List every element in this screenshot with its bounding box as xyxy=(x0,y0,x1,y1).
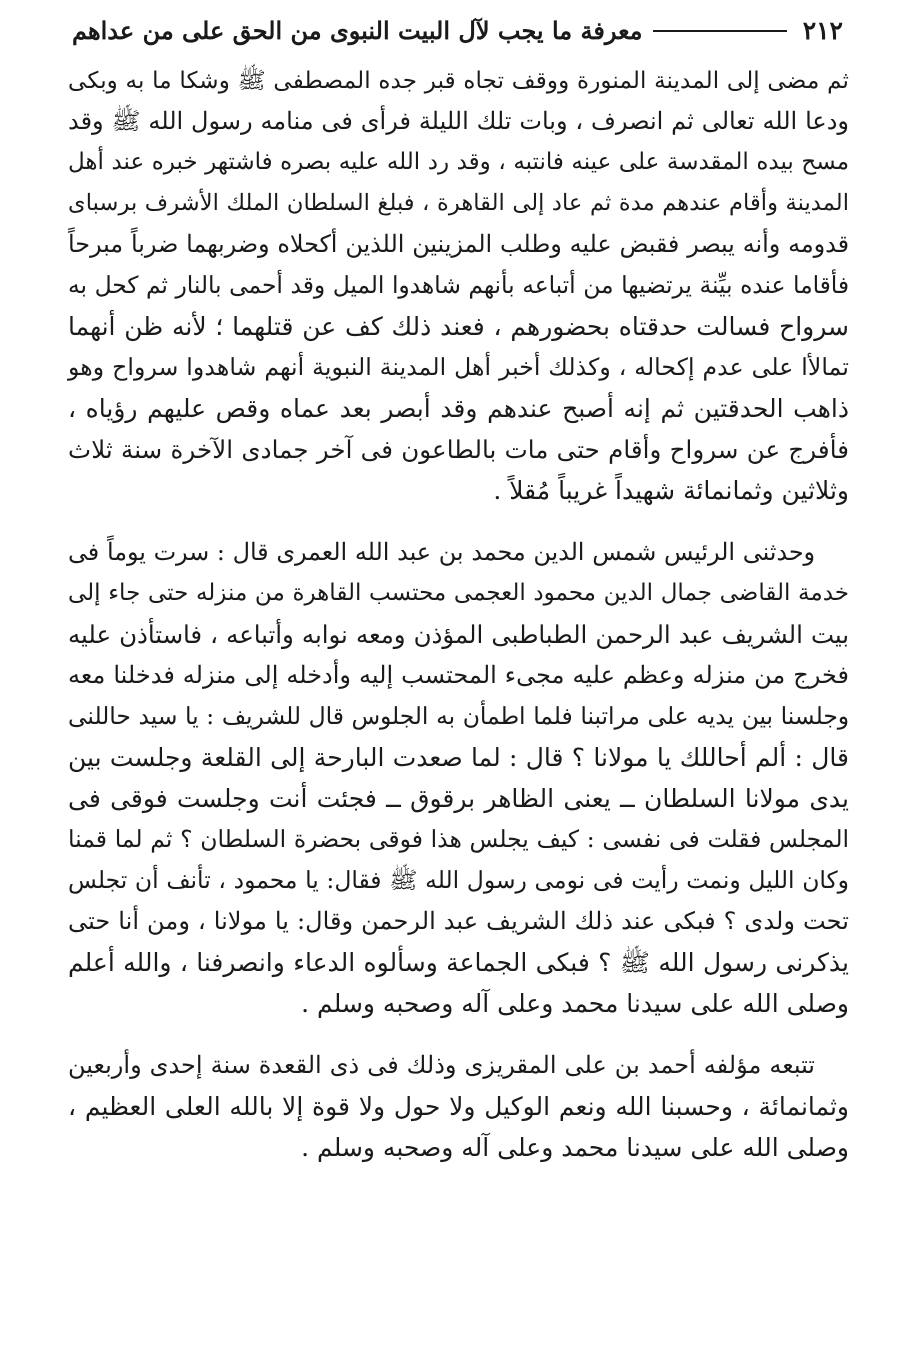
text-line: وثمانمائة ، وحسبنا الله ونعم الوكيل ولا حول ولا قوة إلا بالله العلى العظيم ، xyxy=(68,1092,849,1121)
text-line: وصلى الله على سيدنا محمد وعلى آله وصحبه وسلم . xyxy=(301,1133,849,1162)
text-line: ذاهب الحدقتين ثم إنه أصبح عندهم وقد أبصر بعد عماه وقص عليهم رؤياه ، xyxy=(68,394,849,423)
text-line: ثم مضى إلى المدينة المنورة ووقف تجاه قبر جده المصطفى ﷺ وشكا ما به وبكى xyxy=(68,67,849,94)
page-header xyxy=(72,10,843,52)
header-rule xyxy=(653,30,787,32)
text-line: يذكرنى رسول الله ﷺ ؟ فبكى الجماعة وسألوه الدعاء وانصرفنا ، والله أعلم xyxy=(68,948,849,977)
text-line: سرواح فسالت حدقتاه بحضورهم ، فعند ذلك كف عن قتلهما ؛ لأنه ظن أنهما xyxy=(68,312,849,341)
text-line: تحت ولدى ؟ فبكى عند ذلك الشريف عبد الرحمن وقال: يا مولانا ، ومن أنا حتى xyxy=(68,907,849,935)
text-line: المجلس فقلت فى نفسى : كيف يجلس هذا فوقى بحضرة السلطان ؟ ثم لما قمنا xyxy=(68,825,849,853)
paragraph-2 xyxy=(68,532,849,1024)
text-line: قدومه وأنه يبصر فقبض عليه وطلب المزينين اللذين أكحلاه وضربهما ضرباً مبرحاً xyxy=(68,230,849,258)
text-line: يدى مولانا السلطان ــ يعنى الظاهر برقوق ــ فجئت أنت وجلست فوقى فى xyxy=(68,784,849,813)
text-line: فأقاما عنده بيِّنة يرتضيها من أتباعه بأنهم شاهدوا الميل وقد أحمى بالنار ثم كحل به xyxy=(68,272,849,299)
paragraph-gap xyxy=(68,511,849,532)
text-line: وصلى الله على سيدنا محمد وعلى آله وصحبه وسلم . xyxy=(301,989,849,1018)
text-line: بيت الشريف عبد الرحمن الطباطبى المؤذن ومعه نوابه وأتباعه ، فاستأذن عليه xyxy=(68,620,849,649)
text-line: وكان الليل ونمت رأيت فى نومى رسول الله ﷺ فقال: يا محمود ، تأنف أن تجلس xyxy=(68,866,849,894)
text-line: وجلسنا بين يديه على مراتبنا فلما اطمأن به الجلوس قال للشريف : يا سيد حاللنى xyxy=(68,703,849,730)
text-line: وثلاثين وثمانمائة شهيداً غريباً مُقلاً . xyxy=(493,476,849,505)
text-line: وحدثنى الرئيس شمس الدين محمد بن عبد الله العمرى قال : سرت يوماً فى xyxy=(68,538,815,566)
page-number: ٢١٢ xyxy=(802,16,843,45)
body-text xyxy=(68,60,849,1168)
text-line: المدينة وأقام عندهم مدة ثم عاد إلى القاهرة ، فبلغ السلطان الملك الأشرف برسباى xyxy=(68,190,849,216)
running-title: معرفة ما يجب لآل البيت النبوى من الحق على من عداهم xyxy=(72,16,643,45)
text-line: خدمة القاضى جمال الدين محمود العجمى محتسب القاهرة من منزله حتى جاء إلى xyxy=(68,580,849,606)
paragraph-1 xyxy=(68,60,849,511)
paragraph-gap xyxy=(68,1024,849,1045)
text-line: تمالأا على عدم إكحاله ، وكذلك أخبر أهل المدينة النبوية أنهم شاهدوا سرواح وهو xyxy=(68,353,849,381)
text-line: تتبعه مؤلفه أحمد بن على المقريزى وذلك فى ذى القعدة سنة إحدى وأربعين xyxy=(68,1051,815,1079)
text-line: قال : ألم أحاللك يا مولانا ؟ قال : لما صعدت البارحة إلى القلعة وجلست بين xyxy=(68,743,849,772)
text-line: مسح بيده المقدسة على عينه فانتبه ، وقد رد الله عليه بصره فاشتهر خبره عند أهل xyxy=(68,149,849,175)
text-line: فأفرج عن سرواح وأقام حتى مات بالطاعون فى آخر جمادى الآخرة سنة ثلاث xyxy=(68,435,849,464)
paragraph-3 xyxy=(68,1045,849,1168)
text-line: فخرج من منزله وعظم عليه مجىء المحتسب إليه وأدخله إلى منزله فدخلنا معه xyxy=(68,661,849,689)
text-line: ودعا الله تعالى ثم انصرف ، وبات تلك الليلة فرأى فى منامه رسول الله ﷺ وقد xyxy=(68,107,849,135)
